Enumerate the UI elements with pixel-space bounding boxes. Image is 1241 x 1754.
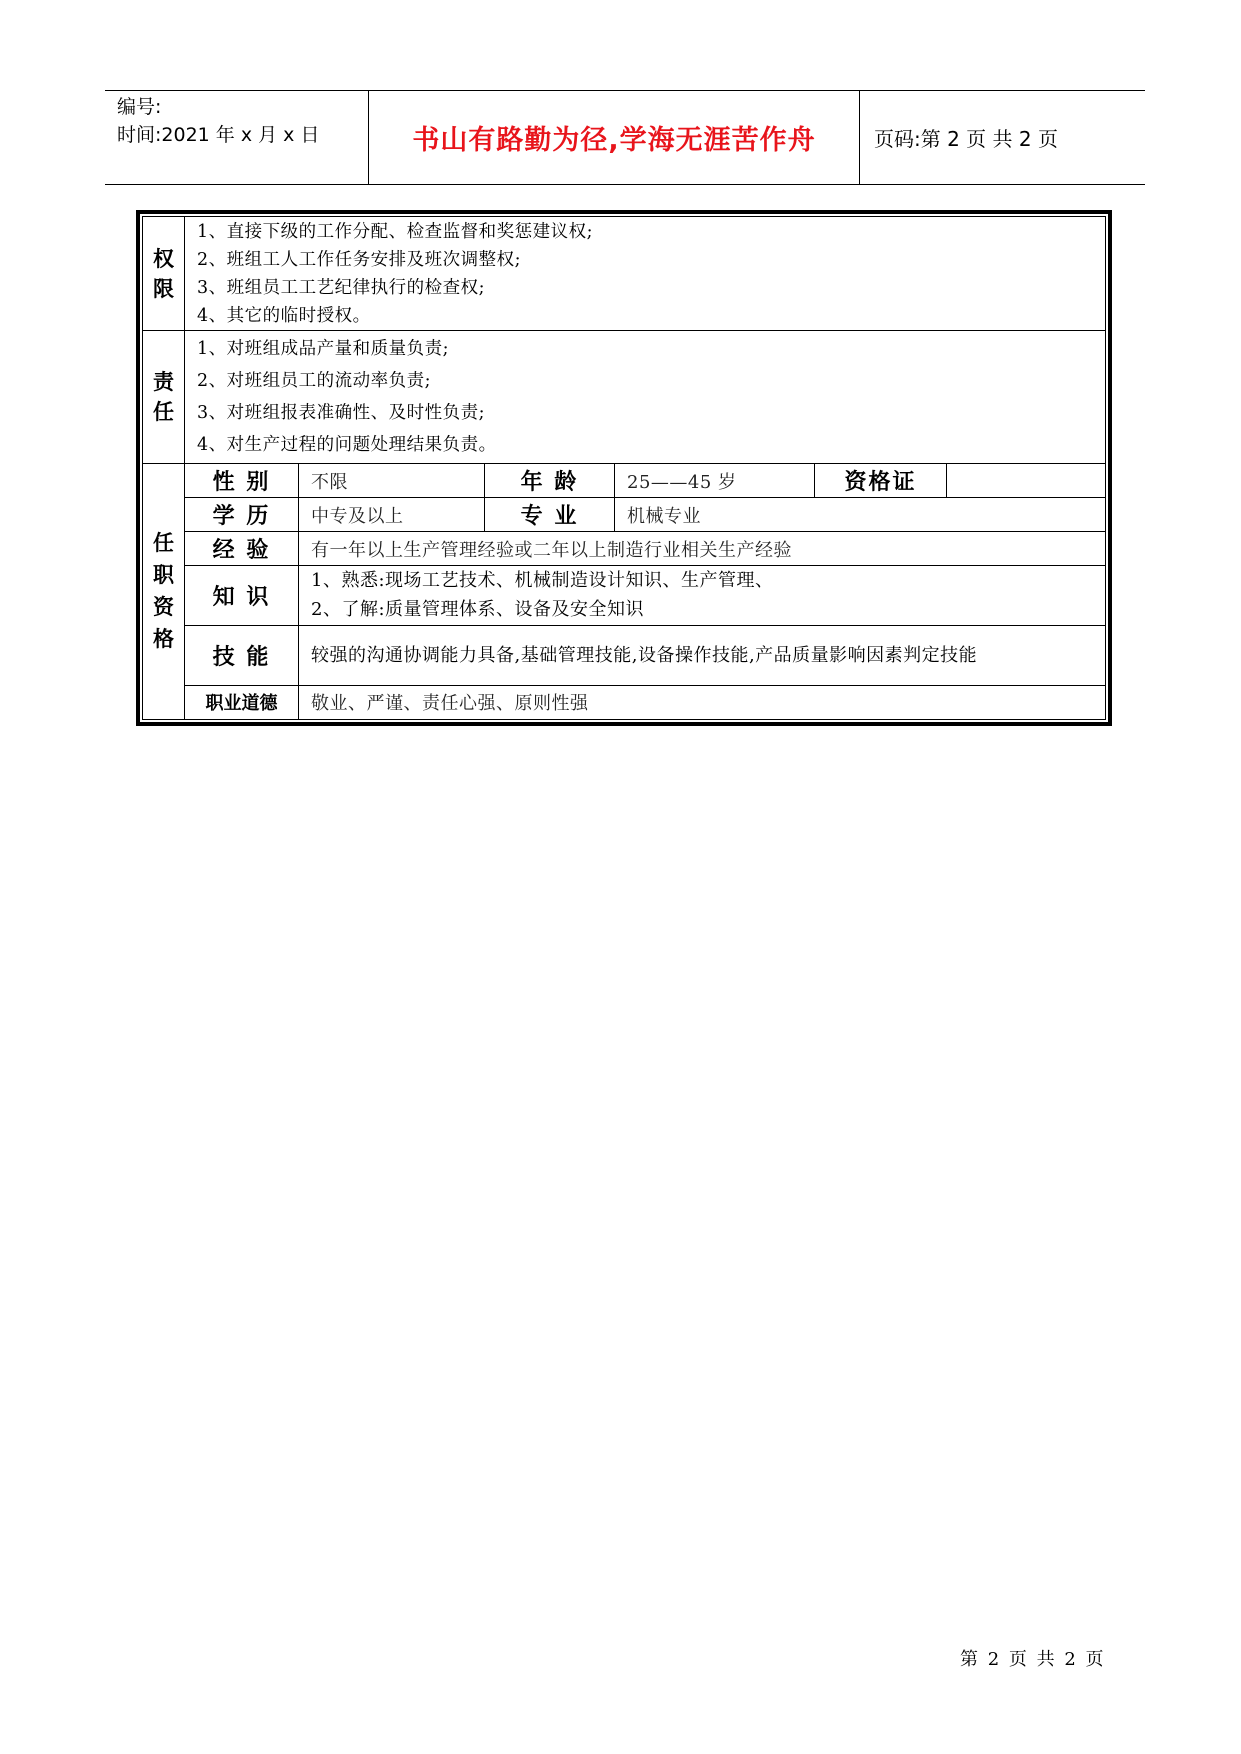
gender-value: 不限 (299, 463, 485, 497)
experience-value: 有一年以上生产管理经验或二年以上制造行业相关生产经验 (299, 532, 1106, 566)
time-label: 时间:2021 年 x 月 x 日 (117, 124, 320, 146)
responsibility-item: 4、对生产过程的问题处理结果负责。 (197, 435, 497, 456)
authority-title: 权限 (143, 217, 185, 331)
knowledge-item: 1、熟悉:现场工艺技术、机械制造设计知识、生产管理、 (311, 570, 774, 592)
number-label: 编号: (117, 96, 162, 118)
age-value: 25——45 岁 (615, 463, 815, 497)
document-header (105, 90, 1145, 185)
header-page-code: 页码:第 2 页 共 2 页 (874, 127, 1058, 151)
qualification-row-education (143, 498, 1106, 532)
education-label: 学 历 (185, 498, 299, 532)
knowledge-item: 2、了解:质量管理体系、设备及安全知识 (311, 599, 645, 621)
cert-value (947, 463, 1106, 497)
authority-list (185, 217, 1106, 331)
qualification-row-ethics (143, 685, 1106, 719)
qualification-row-experience (143, 532, 1106, 566)
qualification-row-basic (143, 463, 1106, 497)
ethics-value: 敬业、严谨、责任心强、原则性强 (299, 685, 1106, 719)
job-description-table (136, 210, 1112, 726)
authority-item: 2、班组工人工作任务安排及班次调整权; (197, 249, 522, 270)
responsibility-item: 3、对班组报表准确性、及时性负责; (197, 403, 486, 424)
responsibility-list (185, 331, 1106, 464)
age-label: 年 龄 (485, 463, 615, 497)
responsibility-title: 责任 (143, 331, 185, 464)
cert-label: 资格证 (815, 463, 947, 497)
qualification-row-knowledge (143, 566, 1106, 625)
major-value: 机械专业 (615, 498, 1106, 532)
authority-item: 4、其它的临时授权。 (197, 305, 371, 326)
major-label: 专 业 (485, 498, 615, 532)
authority-item: 1、直接下级的工作分配、检查监督和奖惩建议权; (197, 221, 594, 242)
responsibility-row (143, 331, 1106, 464)
header-meta (105, 91, 369, 184)
qualification-title: 任职资格 (143, 463, 185, 719)
experience-label: 经 验 (185, 532, 299, 566)
knowledge-label: 知 识 (185, 566, 299, 625)
authority-item: 3、班组员工工艺纪律执行的检查权; (197, 277, 486, 298)
knowledge-list (299, 566, 1106, 625)
header-motto: 书山有路勤为径,学海无涯苦作舟 (369, 91, 860, 184)
skills-label: 技 能 (185, 625, 299, 685)
responsibility-item: 2、对班组员工的流动率负责; (197, 371, 432, 392)
gender-label: 性 别 (185, 463, 299, 497)
page-footer: 第 2 页 共 2 页 (960, 1649, 1104, 1670)
skills-value: 较强的沟通协调能力具备,基础管理技能,设备操作技能,产品质量影响因素判定技能 (299, 625, 1106, 685)
ethics-label: 职业道德 (185, 685, 299, 719)
responsibility-item: 1、对班组成品产量和质量负责; (197, 339, 450, 360)
qualification-row-skills (143, 625, 1106, 685)
authority-row (143, 217, 1106, 331)
education-value: 中专及以上 (299, 498, 485, 532)
